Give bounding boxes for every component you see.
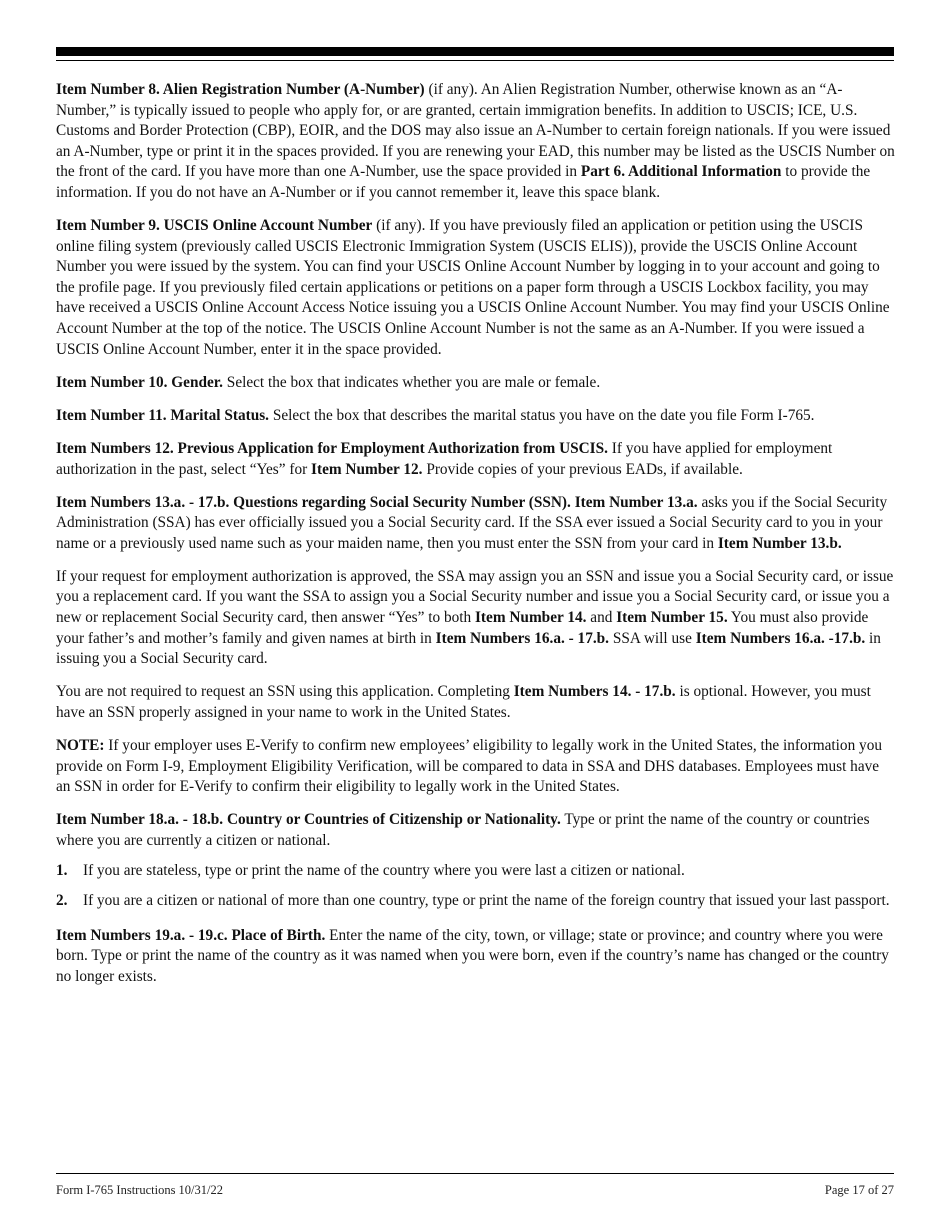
item-19-text: Enter the name of the city, town, or village; state or province; and country where you were born. Type or print the name of the country as it was named when you were born, even if the country’s name has changed or the country no longer exists. [56, 926, 889, 985]
item-13-paragraph [56, 493, 896, 555]
item-18-text: Type or print the name of the country or countries where you are currently a citizen or national. [56, 811, 870, 849]
ssn-optional-text: You are not required to request an SSN using this application. Completing [56, 683, 514, 701]
note-text: If your employer uses E-Verify to confirm new employees’ eligibility to legally work in the United States, the information you provide on Form I-9, Employment Eligibility Verification, will be compared to data in SSA and DHS databases. Employees must have an SSN in order for E-Verify to confirm their eligibility to legally work in the United States. [56, 737, 883, 796]
item-14-reference: Item Number 14. [474, 609, 587, 627]
list-item [56, 891, 896, 912]
item-12-text: If you have applied for employment authorization in the past, select “Yes” for [56, 439, 833, 478]
page-number: Page 17 of 27 [824, 1183, 894, 1197]
ssn-request-text-ssa: SSA will use [609, 629, 696, 647]
item-13a-reference: Item Number 13.a. [574, 493, 698, 511]
item-15-reference: Item Number 15. [616, 609, 728, 627]
ssn-request-text: If your request for employment authorization is approved, the SSA may assign you an SSN and issue you a Social Security card, or issue you a replacement card. If you want the SSA to assign you a Social Security number and issue you a Social Security card, or issue you a new or replacement Social Security card, then answer “Yes” to both [56, 567, 894, 627]
item-13b-reference: Item Number 13.b. [717, 534, 842, 552]
list-item-text: If you are stateless, type or print the name of the country where you were last a citizen or national. [83, 861, 685, 879]
item-13-text: asks you if the Social Security Administration (SSA) has ever officially issued you a Social Security card. If the SSA ever issued a Social Security card to you in your name or a previously used name such as your maiden name, then you must enter the SSN from your card in [56, 493, 888, 552]
list-item [56, 861, 896, 882]
item-8-paragraph [56, 80, 896, 204]
ssn-request-and: and [586, 609, 617, 627]
item-8-reference: Part 6. Additional Information [580, 163, 782, 181]
footer-rule [56, 1173, 894, 1174]
item-14-17-reference: Item Numbers 14. - 17.b. [513, 683, 676, 701]
ssn-request-text-parents: You must also provide your father’s and mother’s family and given names at birth in [56, 609, 869, 647]
form-label: Form I-765 Instructions 10/31/22 [56, 1183, 224, 1197]
item-10-paragraph [56, 373, 896, 394]
item-8-text-end: to provide the information. If you do not have an A-Number or if you cannot remember it, leave this space blank. [56, 163, 871, 201]
item-16-17-reference-2: Item Numbers 16.a. -17.b. [695, 629, 866, 647]
item-8-qualifier: (if any). [424, 81, 478, 98]
item-19-heading: Item Numbers 19.a. - 19.c. Place of Birth. [56, 926, 326, 944]
list-item-text: If you are a citizen or national of more than one country, type or print the name of the foreign country that issued your last passport. [83, 892, 890, 910]
item-12-heading: Item Numbers 12. Previous Application for Employment Authorization from USCIS. [56, 439, 608, 457]
list-item-number: 1. [56, 861, 68, 879]
header-thick-rule [56, 47, 894, 56]
item-9-heading: Item Number 9. USCIS Online Account Number [56, 217, 373, 235]
ssn-optional-paragraph [56, 682, 896, 723]
item-18-heading: Item Number 18.a. - 18.b. Country or Countries of Citizenship or Nationality. [56, 811, 561, 829]
item-19-paragraph [56, 926, 896, 988]
ssn-request-text-end: in issuing you a Social Security card. [56, 629, 881, 668]
item-18-paragraph [56, 810, 896, 851]
item-11-paragraph [56, 406, 896, 427]
item-18-list [56, 861, 896, 912]
header-thin-rule [56, 60, 894, 61]
note-label: NOTE: [56, 737, 105, 755]
ssn-optional-text-end: is optional. However, you must have an SSN properly assigned in your name to work in the United States. [56, 683, 871, 721]
item-9-paragraph [56, 216, 896, 360]
note-paragraph [56, 736, 896, 798]
instructions-body [56, 80, 896, 1000]
item-9-text: If you have previously filed an application or petition using the USCIS online filing system (previously called USCIS Electronic Immigration System (USCIS ELIS)), provide the USCIS Online Account Number you were issued by the system. You can find your USCIS Online Account Number by logging in to your account and going to the profile page. If you previously filed certain applications or petitions on a paper form through a USCIS Lockbox facility, you may have received a USCIS Online Account Access Notice issuing you a USCIS Online Account Number. You may find your USCIS Online Account Number at the top of the notice. The USCIS Online Account Number is not the same as an A-Number. If you were issued a USCIS Online Account Number, enter it in the space provided. [56, 217, 890, 358]
list-item-number: 2. [56, 892, 68, 910]
item-9-qualifier: (if any). [372, 217, 426, 235]
item-12-text-end: Provide copies of your previous EADs, if available. [422, 460, 743, 478]
item-12-paragraph [56, 439, 896, 480]
item-8-heading: Item Number 8. Alien Registration Number (A-Number) [56, 81, 425, 98]
item-10-heading: Item Number 10. Gender. [56, 373, 223, 391]
item-11-heading: Item Number 11. Marital Status. [56, 406, 270, 424]
item-8-text: An Alien Registration Number, otherwise known as an “A-Number,” is typically issued to people who apply for, or are granted, certain immigration benefits. In addition to USCIS; ICE, U.S. Customs and Border Protection (CBP), EOIR, and the DOS may also issue an A-Number to certain foreign nationals. If you were issued an A-Number, type or print it in the spaces provided. If you are renewing your EAD, this number may be listed as the USCIS Number on the front of the card. If you have more than one A-Number, use the space provided in [56, 81, 895, 181]
item-10-text: Select the box that indicates whether you are male or female. [222, 373, 601, 391]
item-16-17-reference: Item Numbers 16.a. - 17.b. [435, 629, 609, 647]
item-13-heading: Item Numbers 13.a. - 17.b. Questions regarding Social Security Number (SSN). [56, 493, 571, 511]
item-12-reference: Item Number 12. [311, 460, 423, 478]
item-11-text: Select the box that describes the marital status you have on the date you file Form I-765. [269, 406, 815, 424]
ssn-request-paragraph [56, 567, 896, 670]
